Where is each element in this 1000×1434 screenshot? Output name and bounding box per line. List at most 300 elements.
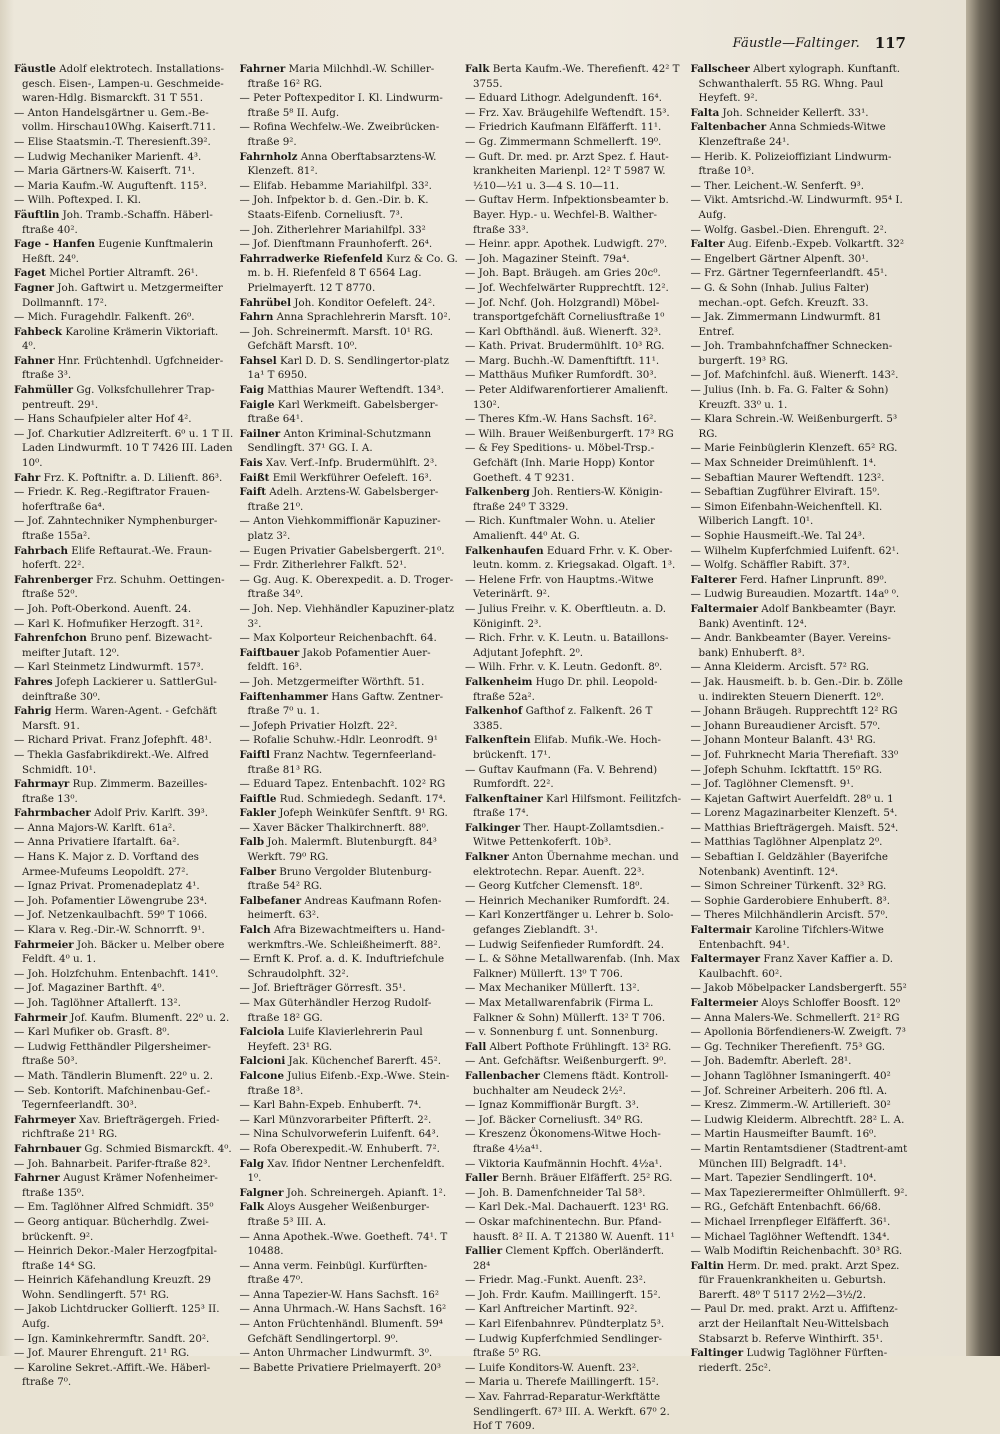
directory-entry: [465, 733, 685, 762]
directory-entry: [14, 1040, 234, 1069]
entry-details: — Johann Bureaudiener Arcisft. 57⁰.: [690, 719, 881, 732]
directory-entry: [14, 923, 234, 938]
entry-details: — Jof. Wechfelwärter Rupprechtft. 12².: [465, 281, 669, 294]
entry-details: Anton Kriminal-Schutzmann Sendlingft. 37¹ GG. I. A.: [247, 427, 432, 455]
entry-surname: Fallier: [465, 1245, 503, 1258]
entry-surname: Faiftenhammer: [239, 690, 328, 703]
directory-entry: [691, 456, 911, 471]
directory-entry: [14, 850, 234, 879]
entry-details: — Nina Schulvorweferin Luifenft. 64³.: [239, 1128, 439, 1141]
entry-surname: Faltermaier: [690, 602, 759, 615]
directory-entry: [465, 427, 685, 442]
directory-entry: [240, 1127, 460, 1142]
entry-surname: Fallscheer: [690, 63, 750, 75]
entry-details: — Ludwig Kupferfchmied Sendlinger-ftraße 5⁰ RG.: [465, 1332, 663, 1360]
directory-entry: [240, 1317, 460, 1346]
entry-details: Gg. Volksfchullehrer Trap-pentreuft. 29¹.: [22, 384, 215, 411]
entry-surname: Faltenbacher: [690, 121, 767, 134]
entry-details: — Jof. Netzenkaulbachft. 59⁰ T 1066.: [14, 909, 208, 922]
directory-entry: [465, 981, 685, 996]
directory-entry: [14, 996, 234, 1011]
directory-entry: [691, 1113, 911, 1128]
entry-details: — Hans Schaufpieler alter Hof 4².: [14, 413, 192, 426]
directory-entry: [14, 981, 234, 996]
entry-details: — Ludwig Fetthändler Pilgersheimer-ftraße 50³.: [14, 1040, 211, 1068]
directory-entry: [691, 733, 911, 748]
entry-details: — Sebaftian I. Geldzähler (Bayerifche Notenbank) Aventinft. 12⁴.: [690, 851, 888, 878]
directory-entry: [465, 150, 685, 194]
directory-entry: [14, 1171, 234, 1200]
directory-entry: [465, 441, 685, 485]
entry-surname: Fahrig: [14, 705, 52, 718]
directory-entry: [240, 1346, 460, 1361]
directory-entry: [465, 850, 685, 879]
entry-surname: Faiftl: [239, 748, 270, 761]
directory-entry: [691, 821, 911, 836]
entry-details: — Gg. Aug. K. Oberexpedit. a. D. Troger-ftraße 34⁰.: [239, 573, 454, 601]
entry-details: — Ludwig Seifenfieder Rumfordft. 24.: [465, 938, 664, 951]
directory-entry: [465, 704, 685, 733]
entry-details: — Thekla Gasfabrikdirekt.-We. Alfred Schmidft. 10¹.: [14, 748, 209, 776]
entry-surname: Faiftle: [239, 792, 277, 805]
directory-entry: [14, 193, 234, 208]
entry-details: — Anton Früchtenhändl. Blumenft. 59⁴ Gefchäft Sendlingertorpl. 9⁰.: [239, 1318, 443, 1345]
entry-details: Anna Oberftabsarztens-W. Klenzeft. 81².: [247, 150, 437, 178]
entry-details: August Krämer Nofenheimer-ftraße 135⁰.: [22, 1172, 218, 1199]
directory-entry: [465, 1215, 685, 1244]
entry-surname: Falk: [465, 63, 490, 75]
directory-entry: [14, 1011, 234, 1026]
entry-details: — Heinrich Mechaniker Rumfordft. 24.: [465, 894, 670, 907]
entry-details: Kurz & Co. G. m. b. H. Riefenfeld 8 T 6564 Lag. Prielmayerft. 12 T 8770.: [247, 252, 458, 294]
directory-entry: [691, 1142, 911, 1171]
entry-surname: Falkinger: [465, 821, 521, 834]
entry-details: — Joh. Taglöhner Aftallerft. 13².: [14, 997, 181, 1009]
entry-details: Jofeph Lackierer u. SattlerGul-deinftraße 30⁰.: [22, 675, 217, 703]
entry-details: — Theres Milchhändlerin Arcisft. 57⁰.: [690, 909, 888, 922]
entry-details: Franz Nachtw. Tegernfeerland-ftraße 81³ RG.: [247, 748, 437, 776]
entry-surname: Falch: [239, 924, 271, 937]
entry-surname: Falterer: [690, 573, 737, 586]
entry-details: Albert Pofthote Frühlingft. 13² RG.: [486, 1040, 672, 1053]
directory-entry: [691, 106, 911, 121]
entry-surname: Fahner: [14, 354, 55, 367]
directory-entry: [691, 835, 911, 850]
entry-details: — Max Güterhändler Herzog Rudolf-ftraße 18² GG.: [239, 997, 432, 1024]
directory-entry: [240, 894, 460, 923]
entry-details: — Karl Steinmetz Lindwurmft. 157³.: [14, 661, 204, 674]
entry-details: — Ignaz Privat. Promenadeplatz 4¹.: [14, 880, 200, 893]
directory-entry: [691, 981, 911, 996]
directory-entry: [691, 412, 911, 441]
entry-details: — Klara v. Reg.-Dir.-W. Schnorrft. 9¹.: [14, 924, 205, 937]
entry-details: — Richard Privat. Franz Jofephft. 48¹.: [14, 734, 212, 747]
entry-details: — Joh. Nep. Viehhändler Kapuziner-platz 3².: [239, 602, 455, 630]
directory-entry: [465, 62, 685, 91]
directory-entry: [691, 1215, 911, 1230]
entry-details: — Anton Uhrmacher Lindwurmft. 3⁰.: [239, 1347, 433, 1360]
entry-details: — Joh. Trambahnfchaffner Schnecken-burgerft. 19³ RG.: [690, 340, 893, 367]
entry-details: Adolf Bankbeamter (Bayr. Bank) Aventinft. 12⁴.: [698, 602, 897, 630]
entry-surname: Falkner: [465, 851, 509, 864]
entry-details: — Gg. Techniker Therefienft. 75³ GG.: [690, 1040, 886, 1053]
entry-details: — Johann Taglöhner Ismaningerft. 40²: [690, 1069, 891, 1082]
entry-details: — Wilh. Brauer Weißenburgerft. 17³ RG: [465, 427, 674, 440]
entry-details: Joh. Gaftwirt u. Metzgermeifter Dollmannft. 17².: [22, 281, 223, 309]
directory-entry: [691, 1259, 911, 1303]
directory-entry: [240, 544, 460, 559]
directory-entry: [240, 62, 460, 91]
directory-entry: [465, 602, 685, 631]
directory-entry: [240, 865, 460, 894]
entry-details: — Anna Majors-W. Karlft. 61a².: [14, 821, 176, 834]
entry-details: Joh. Malermft. Blutenburgft. 84³ Werkft. 79⁰ RG.: [247, 836, 437, 864]
directory-entry: [14, 1113, 234, 1142]
entry-surname: Faller: [465, 1172, 499, 1185]
directory-entry: [691, 923, 911, 952]
entry-details: — Maria Kaufm.-W. Auguftenft. 115³.: [14, 179, 207, 192]
entry-details: — Anton Viehkommiffionär Kapuziner-platz 3².: [239, 515, 441, 542]
directory-entry: [240, 325, 460, 354]
entry-details: — Luife Konditors-W. Auenft. 23².: [465, 1361, 640, 1374]
directory-entry: [691, 675, 911, 704]
directory-entry: [691, 704, 911, 719]
directory-entry: [691, 368, 911, 383]
entry-details: — Kajetan Gaftwirt Auerfeldft. 28⁰ u. 1: [690, 792, 894, 805]
entry-surname: Falcone: [239, 1069, 285, 1082]
directory-entry: [465, 1302, 685, 1317]
entry-details: — Vikt. Amtsrichd.-W. Lindwurmft. 95⁴ I. Aufg.: [690, 194, 903, 221]
directory-entry: [14, 208, 234, 237]
entry-details: — Frdr. Zitherlehrer Falkft. 52¹.: [239, 559, 407, 572]
entry-surname: Fage - Hanfen: [14, 238, 95, 251]
entry-details: — Heinrich Käfehandlung Kreuzft. 29 Wohn. Sendlingerft. 57¹ RG.: [14, 1274, 211, 1301]
directory-entry: [691, 908, 911, 923]
entry-details: Joh. Schreinergeh. Apianft. 1².: [283, 1186, 447, 1199]
directory-entry: [691, 193, 911, 222]
entry-details: — Xaver Bäcker Thalkirchnerft. 88⁰.: [239, 821, 430, 834]
directory-entry: [465, 354, 685, 369]
directory-entry: [14, 1244, 234, 1273]
directory-entry: [465, 1317, 685, 1332]
directory-entry: [691, 310, 911, 339]
directory-entry: [465, 325, 685, 340]
directory-entry: [14, 704, 234, 733]
entry-details: — Simon Schreiner Türkenft. 32³ RG.: [690, 880, 887, 893]
directory-entry: [240, 573, 460, 602]
entry-details: Hans Gaftw. Zentner-ftraße 7⁰ u. 1.: [247, 690, 444, 718]
entry-details: — Maria u. Therefe Maillingerft. 15².: [465, 1376, 659, 1389]
entry-details: Ther. Haupt-Zollamtsdien.-Witwe Pettenkoferft. 10b³.: [473, 821, 664, 849]
directory-entry: [691, 500, 911, 529]
directory-entry: [14, 675, 234, 704]
directory-entry: [691, 748, 911, 763]
directory-entry: [240, 471, 460, 486]
entry-details: Clemens ftädt. Kontroll-buchhalter am Neudeck 2½².: [473, 1069, 669, 1097]
entry-details: — Xav. Fahrrad-Reparatur-Werkftätte Sendlingerft. 67³ III. A. Werkft. 67⁰ 2. Hof T 7609.: [465, 1391, 670, 1433]
entry-surname: Falgner: [239, 1186, 284, 1199]
entry-details: Xav. Verf.-Infp. Brudermühlft. 2³.: [262, 457, 438, 470]
directory-entry: [240, 1259, 460, 1288]
directory-entry: [465, 1200, 685, 1215]
entry-details: — Karl Obfthändl. äuß. Wienerft. 32³.: [465, 325, 662, 338]
directory-entry: [240, 777, 460, 792]
directory-entry: [14, 150, 234, 165]
directory-entry: [14, 894, 234, 909]
entry-details: — Elise Staatsmin.-T. Theresienft.39².: [14, 135, 211, 148]
directory-entry: [240, 1288, 460, 1303]
entry-details: — Guftav Herm. Infpektionsbeamter b. Bayer. Hyp.- u. Wechfel-B. Walther-ftraße 33³.: [465, 194, 669, 236]
directory-entry: [14, 777, 234, 806]
directory-entry: [240, 631, 460, 646]
directory-entry: [691, 660, 911, 675]
entry-surname: Faget: [14, 267, 46, 280]
entry-details: — Jof. Fuhrknecht Maria Therefiaft. 33⁰: [690, 748, 899, 761]
entry-details: — Joh. Magaziner Steinft. 79a⁴.: [465, 252, 630, 265]
directory-entry: [14, 602, 234, 617]
directory-entry: [14, 412, 234, 427]
directory-entry: [465, 514, 685, 543]
directory-entry: [465, 879, 685, 894]
directory-entry: [240, 383, 460, 398]
entry-details: — Jof. Briefträger Görresft. 35¹.: [239, 982, 406, 995]
directory-entry: [14, 471, 234, 486]
entry-details: — Rich. Frhr. v. K. Leutn. u. Bataillons-Adjutant Jofephft. 2⁰.: [465, 632, 669, 659]
entry-details: — Anna Apothek.-Wwe. Goetheft. 74¹. T 10488.: [239, 1230, 448, 1258]
directory-entry: [465, 266, 685, 281]
entry-details: — Anna verm. Feinbügl. Kurfürften-ftraße 47⁰.: [239, 1259, 428, 1287]
entry-surname: Falkenberg: [465, 486, 530, 499]
directory-entry: [14, 266, 234, 281]
directory-entry: [465, 1127, 685, 1156]
directory-entry: [240, 120, 460, 149]
entry-details: Bruno penf. Bizewacht-meifter Jutaft. 12⁰.: [22, 632, 213, 659]
entry-details: — Joh. Frdr. Kaufm. Maillingerft. 15².: [465, 1288, 661, 1301]
directory-entry: [465, 763, 685, 792]
directory-entry: [14, 427, 234, 471]
directory-entry: [465, 412, 685, 427]
directory-entry: [465, 894, 685, 909]
directory-entry: [240, 690, 460, 719]
entry-surname: Falciola: [239, 1026, 285, 1039]
directory-entry: [691, 1302, 911, 1346]
entry-details: — Julius Freihr. v. K. Oberftleutn. a. D. Königinft. 2³.: [465, 602, 667, 630]
entry-details: — Kreszenz Ökonomens-Witwe Hoch-ftraße 4½a⁴¹.: [465, 1128, 661, 1155]
directory-entry: [240, 354, 460, 383]
entry-details: Joh. Rentiers-W. Königin-ftraße 24⁰ T 3329.: [473, 486, 663, 513]
directory-entry: [14, 617, 234, 632]
entry-details: — Theres Kfm.-W. Hans Sachsft. 16².: [465, 413, 657, 426]
entry-surname: Fahrnbauer: [14, 1142, 82, 1155]
entry-details: Karl Werkmeift. Gabelsberger-ftraße 64¹.: [247, 398, 439, 426]
entry-details: — Joh. Bademftr. Aberleft. 28¹.: [690, 1055, 852, 1068]
entry-details: Franz Xaver Kaffier a. D. Kaulbachft. 60².: [698, 953, 894, 980]
entry-details: Karl D. D. S. Sendlingertor-platz 1a¹ T 6950.: [247, 354, 449, 382]
entry-details: Gg. Schmied Bismarckft. 4⁰.: [81, 1142, 232, 1155]
entry-details: — Paul Dr. med. prakt. Arzt u. Affiftenz-arzt der Heilanftalt Neu-Wittelsbach Stabsarzt b. Referve Winthirft. 35¹.: [690, 1303, 898, 1345]
directory-entry: [14, 967, 234, 982]
entry-details: — Joh. Zitherlehrer Mariahilfpl. 33²: [239, 223, 426, 236]
entry-details: — Wilhelm Kupferfchmied Luifenft. 62¹.: [690, 544, 900, 557]
entry-details: — Jof. Nchf. (Joh. Holzgrandl) Möbel-transportgefchäft Corneliusftraße 1⁰: [465, 296, 665, 324]
directory-entry: [240, 91, 460, 120]
directory-entry: [14, 1200, 234, 1215]
entry-details: Adolf elektrotech. Installations-gesch. Eisen-, Lampen-u. Geschmeide-waren-Hdlg. Bismarckft. 31 T 551.: [22, 63, 224, 105]
entry-surname: Fahrnholz: [239, 150, 298, 163]
entry-details: — Karl Konzertfänger u. Lehrer b. Solo-gefanges Zieblandft. 3¹.: [465, 909, 674, 937]
entry-surname: Fahres: [14, 675, 53, 688]
entry-surname: Faltinger: [690, 1347, 744, 1360]
directory-entry: [14, 106, 234, 135]
directory-entry: [691, 120, 911, 149]
entry-details: — RG., Gefchäft Entenbachft. 66/68.: [690, 1201, 881, 1214]
directory-entry: [14, 806, 234, 821]
entry-details: — Rofa Oberexpedit.-W. Enhuberft. 7².: [239, 1142, 440, 1155]
entry-details: — Jof. Dienftmann Fraunhoferft. 26⁴.: [239, 238, 433, 251]
directory-entry: [691, 150, 911, 179]
entry-details: Afra Bizewachtmeifters u. Hand-werkmftrs.-We. Schleißheimerft. 88².: [247, 924, 445, 951]
entry-details: Elife Reftaurat.-We. Fraun-hoferft. 22².: [22, 544, 212, 572]
entry-details: Hugo Dr. phil. Leopold-ftraße 52a².: [473, 675, 658, 703]
directory-entry: [465, 383, 685, 412]
entry-surname: Fahr: [14, 471, 41, 484]
entry-details: — Karoline Sekret.-Affift.-We. Häberl-ftraße 7⁰.: [14, 1361, 211, 1389]
directory-entry: [14, 1069, 234, 1084]
entry-surname: Faltermeier: [690, 997, 758, 1009]
entry-details: Bernh. Bräuer Elfäfferft. 25² RG.: [498, 1172, 673, 1185]
directory-entry: [465, 485, 685, 514]
entry-details: — Ludwig Kleiderm. Albrechtft. 28² L. A.: [690, 1113, 905, 1126]
entry-details: Xav. Briefträgergeh. Fried-richftraße 21¹ RG.: [22, 1113, 220, 1141]
entry-details: — Wilh. Frhr. v. K. Leutn. Gedonft. 8⁰.: [465, 661, 663, 674]
directory-entry: [240, 1302, 460, 1317]
entry-details: — Joh. Poft-Oberkond. Auenft. 24.: [14, 602, 192, 615]
entry-details: — Johann Bräugeh. Rupprechtft 12² RG: [690, 705, 898, 718]
entry-details: Michel Portier Altramft. 26¹.: [45, 267, 199, 280]
directory-entry: [691, 1127, 911, 1142]
directory-entry: [465, 1113, 685, 1128]
directory-entry: [465, 1171, 685, 1186]
entry-details: Ferd. Hafner Linprunft. 89⁰.: [736, 573, 887, 586]
directory-entry: [691, 1200, 911, 1215]
entry-details: Anton Übernahme mechan. und elektrotechn. Repar. Auenft. 22³.: [473, 851, 679, 878]
entry-surname: Fahrner: [14, 1172, 60, 1185]
entry-details: — Anna Malers-We. Schmellerft. 21² RG: [690, 1011, 900, 1024]
entry-details: — Joh. Pofamentier Löwengrube 23⁴.: [14, 894, 208, 907]
book-spine: [966, 0, 1000, 1356]
entry-details: — Math. Tändlerin Blumenft. 22⁰ u. 2.: [14, 1069, 213, 1082]
entry-details: — Maria Gärtners-W. Kaiserft. 71¹.: [14, 165, 195, 178]
entry-details: — Helene Frfr. von Hauptms.-Witwe Veterinärft. 9².: [465, 573, 654, 601]
directory-entry: [240, 646, 460, 675]
directory-entry: [691, 996, 911, 1011]
directory-entry: [14, 660, 234, 675]
directory-entry: [465, 1186, 685, 1201]
entry-details: Albert xylograph. Kunftanft. Schwanthalerft. 55 RG. Whng. Paul Heyfeft. 9².: [698, 63, 901, 105]
entry-details: — Ther. Leichent.-W. Senferft. 9³.: [690, 179, 865, 192]
directory-entry: [465, 660, 685, 675]
directory-entry: [14, 748, 234, 777]
directory-entry: [465, 821, 685, 850]
directory-entry: [240, 514, 460, 543]
directory-entry: [14, 1142, 234, 1157]
entry-details: — Babette Privatiere Prielmayerft. 20³: [239, 1361, 442, 1374]
directory-entry: [240, 675, 460, 690]
entry-details: Clement Kpffch. Oberländerft. 28⁴: [473, 1245, 665, 1272]
entry-surname: Fahrbach: [14, 544, 68, 557]
directory-entry: [465, 120, 685, 135]
entry-details: — Viktoria Kaufmännin Hochft. 4½a¹.: [465, 1157, 663, 1170]
directory-entry: [691, 281, 911, 310]
directory-entry: [14, 1302, 234, 1331]
entry-surname: Fäuftlin: [14, 208, 60, 221]
directory-entry: [14, 310, 234, 325]
directory-entry: [691, 179, 911, 194]
directory-entry: [691, 1244, 911, 1259]
entry-details: Rud. Schmiedegh. Sedanft. 17⁴.: [276, 792, 446, 805]
entry-surname: Fahrübel: [239, 296, 291, 309]
directory-entry: [14, 514, 234, 543]
entry-details: — Lorenz Magazinarbeiter Klenzeft. 5⁴.: [690, 807, 898, 820]
entry-details: Jak. Küchenchef Barerft. 45².: [285, 1055, 442, 1068]
directory-entry: [465, 252, 685, 267]
entry-surname: Faltermayer: [690, 953, 761, 966]
entry-surname: Falta: [690, 106, 720, 119]
entry-details: Anna Sprachlehrerin Marsft. 10².: [273, 311, 451, 324]
directory-entry: [465, 281, 685, 296]
entry-details: — Joh. Infpektor b. d. Gen.-Dir. b. K. Staats-Eifenb. Corneliusft. 7³.: [239, 194, 429, 221]
entry-details: — Peter Poftexpeditor I. Kl. Lindwurm-ftraße 5⁸ II. Aufg.: [239, 92, 443, 119]
entry-surname: Fais: [239, 457, 263, 470]
entry-details: — Michael Taglöhner Weftendft. 134⁴.: [690, 1230, 890, 1243]
entry-details: — Joh. B. Damenfchneider Tal 58³.: [465, 1186, 646, 1199]
directory-entry: [240, 252, 460, 296]
entry-surname: Falkenhof: [465, 705, 523, 718]
entry-surname: Faißt: [239, 471, 270, 484]
entry-details: — Matthäus Mufiker Rumfordft. 30³.: [465, 369, 657, 382]
directory-entry: [240, 923, 460, 952]
entry-surname: Fahrradwerke Riefenfeld: [239, 252, 383, 265]
directory-entry: [14, 573, 234, 602]
column-3: [465, 62, 685, 1433]
entry-details: Jofeph Weinküfer Senftft. 9¹ RG.: [275, 807, 448, 820]
directory-entry: [14, 631, 234, 660]
directory-entry: [240, 835, 460, 864]
directory-entry: [240, 1157, 460, 1186]
entry-details: — Johann Monteur Balanft. 43¹ RG.: [690, 734, 876, 747]
entry-details: — Herib. K. Polizeioffiziant Lindwurm-ftraße 10³.: [690, 150, 892, 178]
directory-entry: [240, 1069, 460, 1098]
entry-details: Matthias Maurer Weftendft. 134³.: [264, 384, 445, 397]
entry-details: — & Fey Speditions- u. Möbel-Trsp.-Gefchäft (Inh. Marie Hopp) Kontor Goetheft. 4 T 9231.: [465, 442, 655, 484]
entry-details: — Julius (Inh. b. Fa. G. Falter & Sohn) Kreuzft. 33⁰ u. 1.: [690, 384, 889, 411]
entry-details: — Anna Kleiderm. Arcisft. 57² RG.: [690, 661, 870, 674]
entry-details: — Anton Handelsgärtner u. Gem.-Be-vollm. Hirschau10Whg. Kaiserft.711.: [14, 106, 216, 134]
entry-details: — Andr. Bankbeamter (Bayer. Vereins-bank) Enhuberft. 8³.: [690, 632, 891, 659]
entry-surname: Faltermair: [690, 924, 752, 937]
directory-entry: [240, 1230, 460, 1259]
directory-entry: [691, 1186, 911, 1201]
directory-entry: [465, 1375, 685, 1390]
directory-entry: [240, 1025, 460, 1054]
directory-entry: [465, 1244, 685, 1273]
entry-details: — Kresz. Zimmerm.-W. Artillerieft. 30²: [690, 1099, 891, 1112]
directory-entry: [465, 1025, 685, 1040]
entry-details: — Jof. Mafchinfchl. äuß. Wienerft. 143².: [690, 369, 899, 382]
entry-details: — Sebaftian Maurer Weftendft. 123².: [690, 471, 885, 484]
entry-details: — Marg. Buchh.-W. Damenftiftft. 11¹.: [465, 354, 660, 367]
directory-entry: [14, 908, 234, 923]
